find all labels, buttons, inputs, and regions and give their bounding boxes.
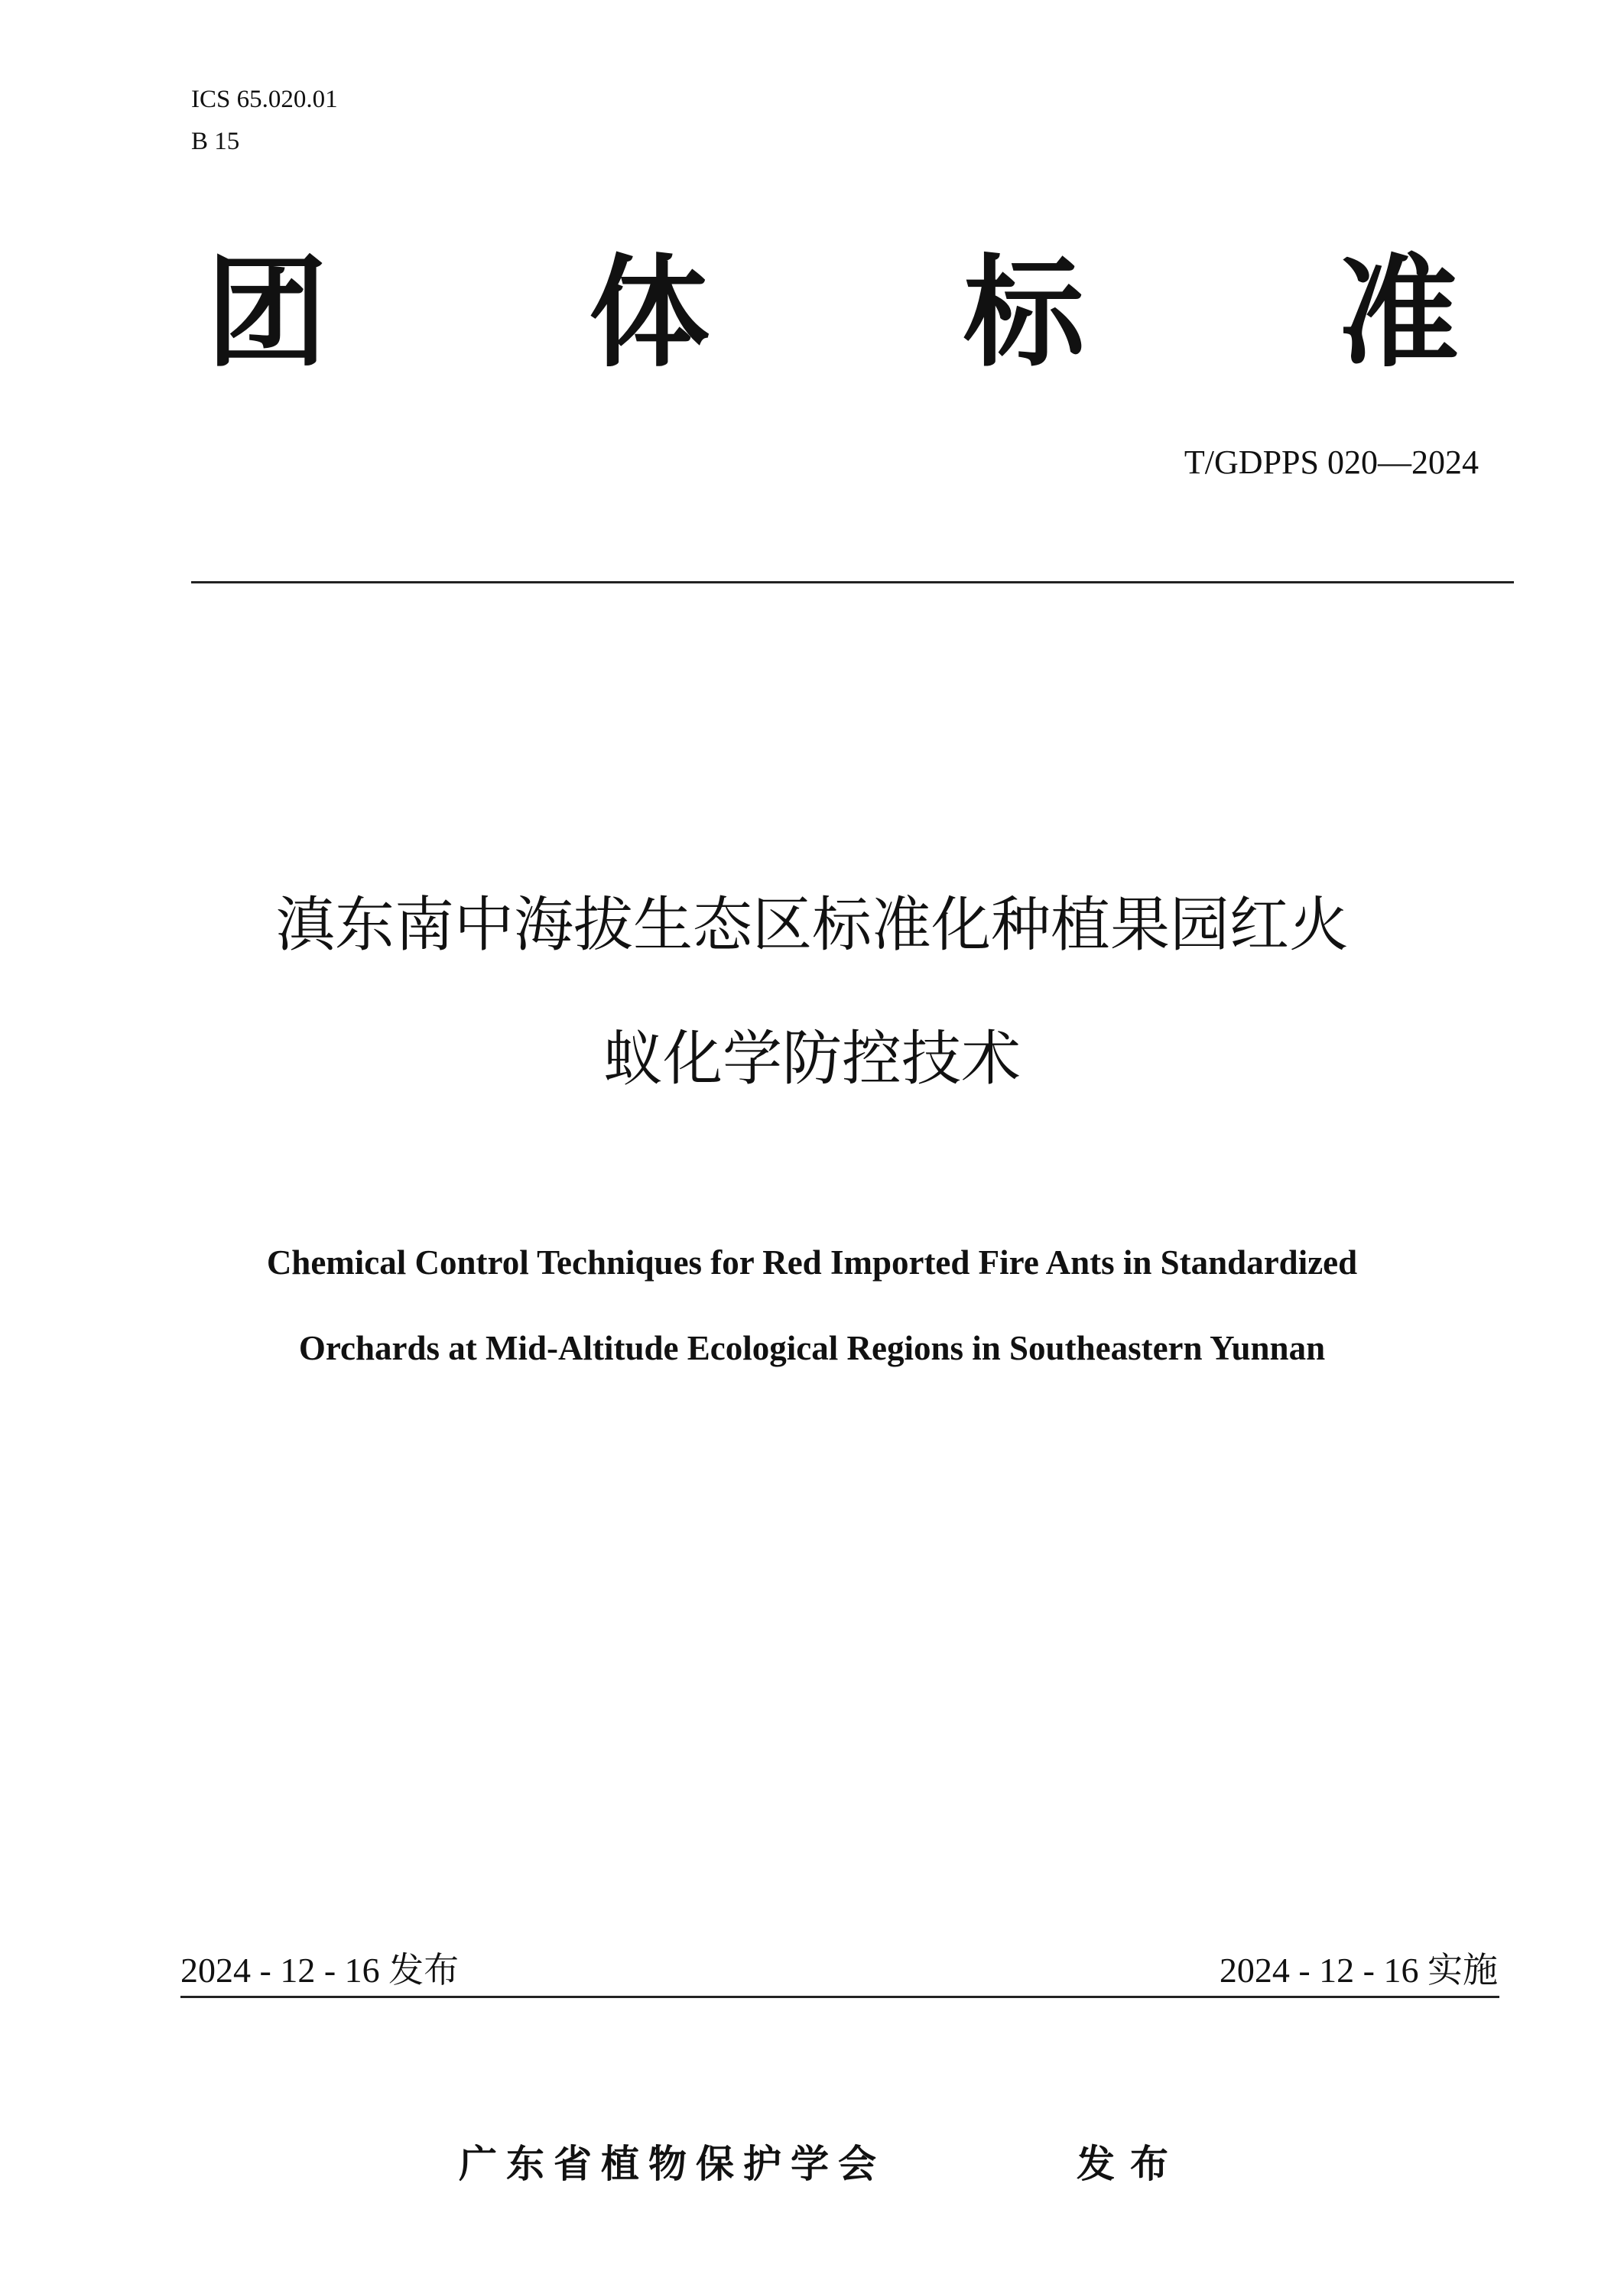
issue-date: 2024 - 12 - 16 发布 (180, 1951, 460, 1990)
english-title-line-2: Orchards at Mid-Altitude Ecological Regions in Southeastern Yunnan (298, 1329, 1326, 1367)
heading-char-1: 团 (206, 243, 327, 384)
chinese-title-line-1: 滇东南中海拔生态区标准化种植果园红火 (274, 891, 1349, 960)
top-divider (191, 581, 1514, 583)
standard-type-heading (206, 243, 1460, 384)
implementation-date: 2024 - 12 - 16 实施 (1219, 1951, 1498, 1990)
heading-char-4: 准 (1338, 243, 1459, 384)
bottom-divider (180, 1996, 1499, 1998)
ccs-code: B 15 (191, 128, 240, 155)
chinese-title-line-2: 蚁化学防控技术 (603, 1025, 1021, 1093)
heading-char-3: 标 (963, 243, 1084, 384)
english-title-line-1: Chemical Control Techniques for Red Imported Fire Ants in Standardized (266, 1243, 1358, 1282)
heading-char-2: 体 (589, 243, 710, 384)
publish-label: 发布 (1077, 2142, 1184, 2186)
ics-code: ICS 65.020.01 (191, 86, 338, 113)
standard-number: T/GDPPS 020—2024 (1184, 444, 1479, 481)
publisher-name: 广东省植物保护学会 (459, 2142, 885, 2186)
